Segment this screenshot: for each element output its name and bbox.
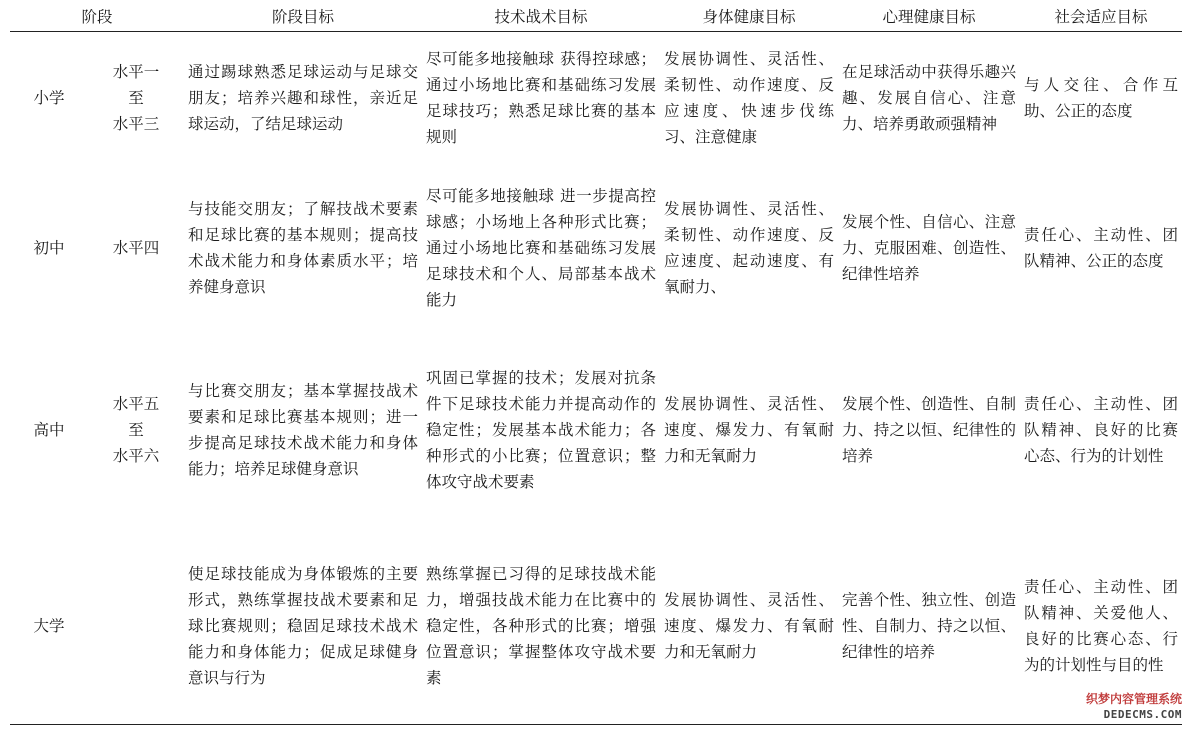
- tech-goal-cell: 巩固已掌握的技术；发展对抗条件下足球技术能力并提高动作的稳定性；发展基本战术能力；各种形式的小比赛；位置意识；整体攻守战术要素: [426, 369, 657, 491]
- social-goal-cell: 责任心、主动性、团队精神、公正的态度: [1024, 226, 1179, 270]
- header-row: [10, 3, 1182, 32]
- stage-goal-cell: 通过踢球熟悉足球运动与足球交朋友；培养兴趣和球性，亲近足球运动，了结足球运动: [188, 63, 419, 133]
- level-cell: 水平一 至 水平三: [112, 63, 160, 133]
- social-goal-cell: 责任心、主动性、团队精神、良好的比赛心态、行为的计划性: [1024, 395, 1179, 465]
- level-cell: 水平五 至 水平六: [112, 395, 160, 465]
- header-stage-goal: 阶段目标: [184, 3, 422, 32]
- school-cell: 小学: [33, 89, 65, 107]
- mental-goal-cell: 发展个性、自信心、注意力、克服困难、创造性、纪律性培养: [842, 213, 1017, 283]
- watermark-line1: 织梦内容管理系统: [1085, 692, 1182, 706]
- table-row: [10, 332, 1182, 528]
- mental-goal-cell: 完善个性、独立性、创造性、自制力、持之以恒、纪律性的培养: [838, 528, 1020, 725]
- watermark-line2: DEDECMS.COM: [1103, 708, 1182, 721]
- social-goal-cell: 与人交往、合作互助、公正的态度: [1024, 76, 1179, 120]
- stage-goal-cell: 与技能交朋友；了解技战术要素和足球比赛的基本规则；提高技术战术能力和身体素质水平；培养健身意识: [188, 200, 419, 296]
- stage-goal-cell: 使足球技能成为身体锻炼的主要形式，熟练掌握技战术要素和足球比赛规则；稳固足球技术战术能力和身体能力；促成足球健身意识与行为: [184, 528, 422, 725]
- header-physical-goal: 身体健康目标: [660, 3, 838, 32]
- tech-goal-cell: 尽可能多地接触球 获得控球感；通过小场地比赛和基础练习发展足球技巧；熟悉足球比赛的基本规则: [426, 50, 657, 146]
- mental-goal-cell: 发展个性、创造性、自制力、持之以恒、纪律性的培养: [842, 395, 1017, 465]
- table-row: [10, 164, 1182, 332]
- header-social-goal: 社会适应目标: [1020, 3, 1182, 32]
- physical-goal-cell: 发展协调性、灵活性、柔韧性、动作速度、反应速度、快速步伐练习、注意健康: [664, 50, 835, 146]
- level-cell: 水平四: [112, 239, 160, 257]
- football-goals-table: [10, 3, 1182, 725]
- mental-goal-cell: 在足球活动中获得乐趣兴趣、发展自信心、注意力、培养勇敢顽强精神: [842, 63, 1017, 133]
- school-cell: 高中: [33, 421, 65, 439]
- table-row: [10, 528, 1182, 725]
- social-goal-cell: 责任心、主动性、团队精神、关爱他人、良好的比赛心态、行为的计划性与目的性: [1020, 528, 1182, 725]
- school-cell: 初中: [33, 239, 65, 257]
- header-tech-goal: 技术战术目标: [422, 3, 660, 32]
- school-cell: 大学: [10, 528, 88, 725]
- stage-goal-cell: 与比赛交朋友；基本掌握技战术要素和足球比赛基本规则；进一步提高足球技术战术能力和身体能力；培养足球健身意识: [188, 382, 419, 478]
- tech-goal-cell: 尽可能多地接触球 进一步提高控球感；小场地上各种形式比赛；通过小场地比赛和基础练习发展足球技术和个人、局部基本战术能力: [426, 187, 657, 309]
- header-mental-goal: 心理健康目标: [838, 3, 1020, 32]
- level-cell: [88, 528, 184, 725]
- physical-goal-cell: 发展协调性、灵活性、速度、爆发力、有氧耐力和无氧耐力: [664, 395, 835, 465]
- watermark: [1086, 692, 1182, 722]
- physical-goal-cell: 发展协调性、灵活性、柔韧性、动作速度、反应速度、起动速度、有氧耐力、: [664, 200, 835, 296]
- table-body: [10, 32, 1182, 725]
- physical-goal-cell: 发展协调性、灵活性、速度、爆发力、有氧耐力和无氧耐力: [660, 528, 838, 725]
- tech-goal-cell: 熟练掌握已习得的足球技战术能力，增强技战术能力在比赛中的稳定性，各种形式的比赛；增强位置意识；掌握整体攻守战术要素: [422, 528, 660, 725]
- table-header: [10, 3, 1182, 32]
- header-stage: 阶段: [10, 3, 184, 32]
- table-row: [10, 32, 1182, 165]
